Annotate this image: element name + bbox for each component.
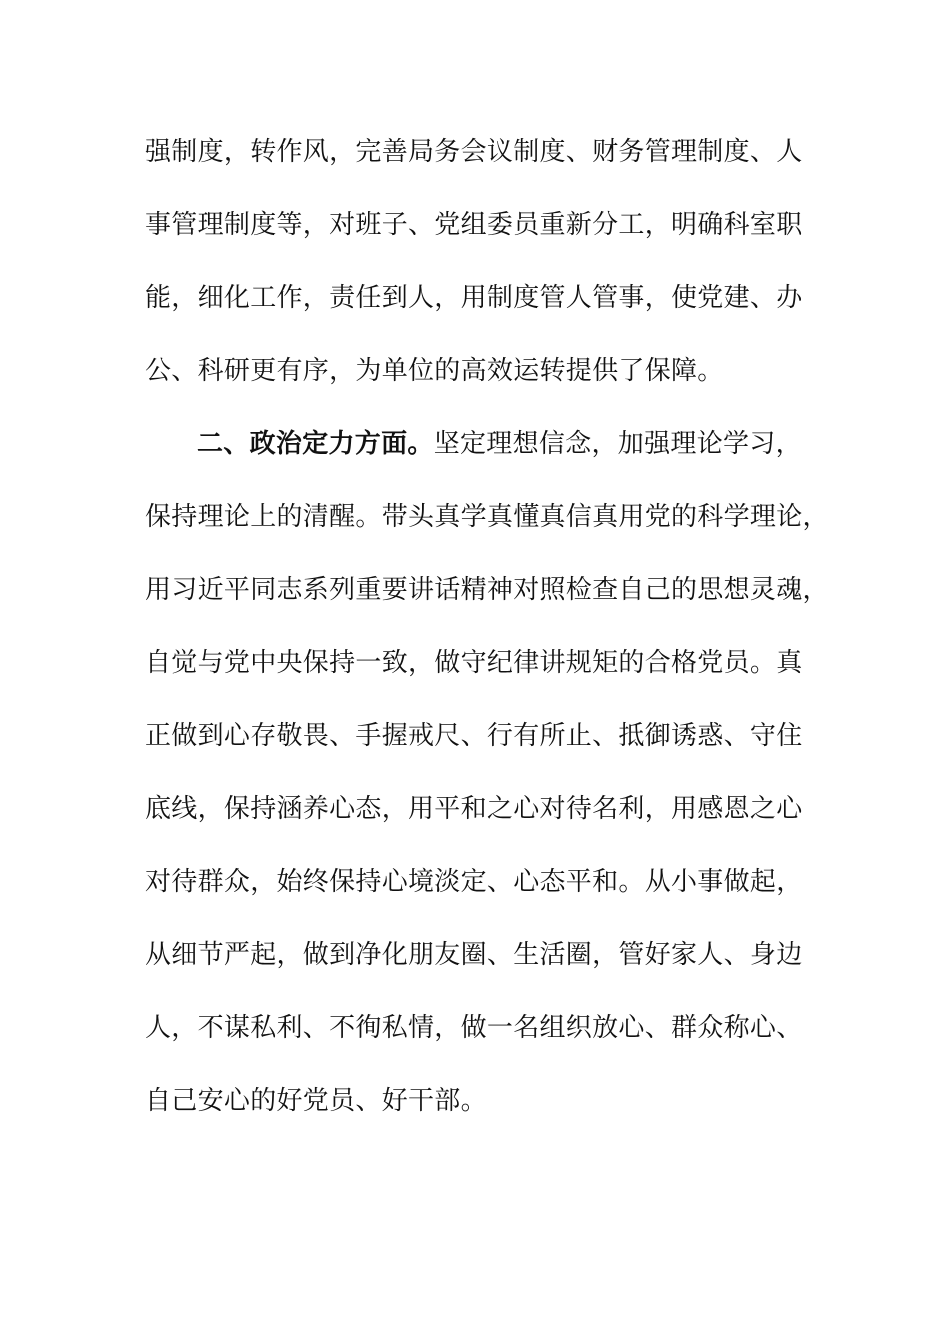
paragraph-line: 自己安心的好党员、好干部。: [145, 1086, 487, 1116]
section-heading: 二、政治定力方面。: [197, 429, 434, 459]
paragraph-line: 保持理论上的清醒。带头真学真懂真信真用党的科学理论，: [145, 502, 829, 532]
paragraph-line: 用习近平同志系列重要讲话精神对照检查自己的思想灵魂，: [145, 575, 829, 605]
paragraph-line: 自觉与党中央保持一致，做守纪律讲规矩的合格党员。真: [145, 648, 803, 678]
paragraph-line: 人，不谋私利、不徇私情，做一名组织放心、群众称心、: [145, 1013, 803, 1043]
paragraph-line: 能，细化工作，责任到人，用制度管人管事，使党建、办: [145, 283, 803, 313]
paragraph-line: 强制度，转作风，完善局务会议制度、财务管理制度、人: [145, 137, 803, 167]
paragraph-line: 对待群众，始终保持心境淡定、心态平和。从小事做起，: [145, 867, 803, 897]
paragraph-line: 底线，保持涵养心态，用平和之心对待名利，用感恩之心: [145, 794, 803, 824]
paragraph-line: 公、科研更有序，为单位的高效运转提供了保障。: [145, 356, 724, 386]
section-heading-text: 坚定理想信念，加强理论学习，: [433, 429, 802, 459]
section-heading-line: [197, 429, 802, 459]
paragraph-line: 事管理制度等，对班子、党组委员重新分工，明确科室职: [145, 210, 803, 240]
paragraph-line: 从细节严起，做到净化朋友圈、生活圈，管好家人、身边: [145, 940, 803, 970]
paragraph-line: 正做到心存敬畏、手握戒尺、行有所止、抵御诱惑、守住: [145, 721, 803, 751]
